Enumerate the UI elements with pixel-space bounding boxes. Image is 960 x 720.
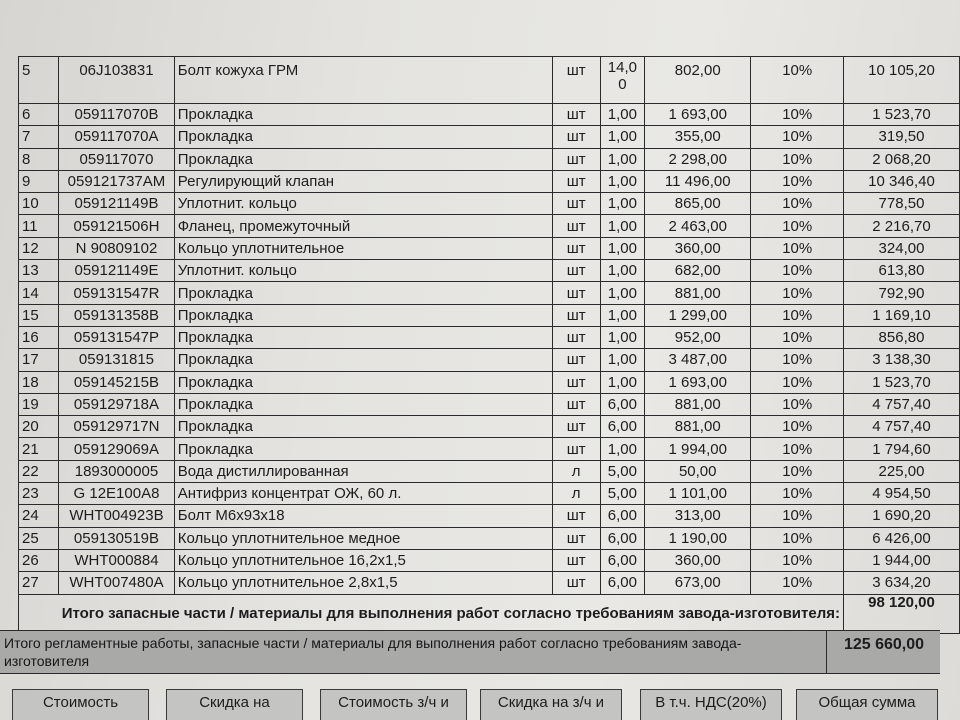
line-total: 792,90 — [844, 282, 960, 304]
quantity: 14,00 — [600, 57, 644, 104]
row-number: 23 — [19, 483, 59, 505]
unit-price: 2 298,00 — [644, 148, 751, 170]
part-name: Прокладка — [174, 393, 552, 415]
part-code: 059130519B — [59, 527, 175, 549]
part-name: Вода дистиллированная — [174, 460, 552, 482]
part-code: N 90809102 — [59, 237, 175, 259]
vat-rate: 10% — [751, 460, 844, 482]
line-total: 2 216,70 — [844, 215, 960, 237]
quantity: 1,00 — [600, 260, 644, 282]
part-name: Антифриз концентрат ОЖ, 60 л. — [174, 483, 552, 505]
unit: шт — [552, 505, 600, 527]
table-row — [19, 416, 960, 438]
table-row — [19, 527, 960, 549]
unit: шт — [552, 549, 600, 571]
quantity: 1,00 — [600, 237, 644, 259]
unit-price: 313,00 — [644, 505, 751, 527]
unit-price: 682,00 — [644, 260, 751, 282]
vat-rate: 10% — [751, 193, 844, 215]
unit-price: 360,00 — [644, 549, 751, 571]
part-name: Кольцо уплотнительное медное — [174, 527, 552, 549]
table-row — [19, 371, 960, 393]
unit-price: 355,00 — [644, 126, 751, 148]
quantity: 1,00 — [600, 326, 644, 348]
line-total: 4 954,50 — [844, 483, 960, 505]
parts-table-wrapper — [18, 56, 960, 634]
table-row — [19, 326, 960, 348]
line-total: 6 426,00 — [844, 527, 960, 549]
part-code: 059131815 — [59, 349, 175, 371]
table-row — [19, 483, 960, 505]
row-number: 15 — [19, 304, 59, 326]
part-code: 06J103831 — [59, 57, 175, 104]
table-row — [19, 104, 960, 126]
part-code: 059117070A — [59, 126, 175, 148]
row-number: 17 — [19, 349, 59, 371]
row-number: 7 — [19, 126, 59, 148]
part-name: Прокладка — [174, 126, 552, 148]
part-code: 059129069A — [59, 438, 175, 460]
part-code: 059121149B — [59, 193, 175, 215]
unit-price: 881,00 — [644, 416, 751, 438]
row-number: 27 — [19, 572, 59, 594]
part-name: Прокладка — [174, 438, 552, 460]
unit: шт — [552, 572, 600, 594]
unit-price: 50,00 — [644, 460, 751, 482]
unit: шт — [552, 349, 600, 371]
part-name: Прокладка — [174, 349, 552, 371]
part-code: 059131547P — [59, 326, 175, 348]
quantity: 1,00 — [600, 170, 644, 192]
line-total: 225,00 — [844, 460, 960, 482]
table-row — [19, 505, 960, 527]
table-row — [19, 349, 960, 371]
unit: шт — [552, 126, 600, 148]
quantity: 1,00 — [600, 193, 644, 215]
vat-rate: 10% — [751, 326, 844, 348]
footer-header-total-sum: Общая сумма — [796, 689, 938, 720]
quantity: 6,00 — [600, 572, 644, 594]
vat-rate: 10% — [751, 572, 844, 594]
quantity: 1,00 — [600, 126, 644, 148]
line-total: 2 068,20 — [844, 148, 960, 170]
unit: шт — [552, 215, 600, 237]
row-number: 22 — [19, 460, 59, 482]
line-total: 10 105,20 — [844, 57, 960, 104]
footer-header-parts-discount: Скидка на з/ч и — [480, 689, 622, 720]
unit: шт — [552, 527, 600, 549]
vat-rate: 10% — [751, 104, 844, 126]
quantity: 1,00 — [600, 304, 644, 326]
quantity: 1,00 — [600, 371, 644, 393]
subtotal-row — [19, 594, 960, 633]
unit-price: 11 496,00 — [644, 170, 751, 192]
row-number: 20 — [19, 416, 59, 438]
line-total: 1 169,10 — [844, 304, 960, 326]
vat-rate: 10% — [751, 170, 844, 192]
unit-price: 1 299,00 — [644, 304, 751, 326]
row-number: 16 — [19, 326, 59, 348]
row-number: 8 — [19, 148, 59, 170]
part-code: 059117070B — [59, 104, 175, 126]
part-code: 059131358B — [59, 304, 175, 326]
part-name: Прокладка — [174, 148, 552, 170]
vat-rate: 10% — [751, 148, 844, 170]
subtotal-spacer — [19, 594, 59, 633]
part-name: Уплотнит. кольцо — [174, 193, 552, 215]
grand-total-bar — [0, 630, 940, 674]
table-row — [19, 572, 960, 594]
line-total: 856,80 — [844, 326, 960, 348]
unit: л — [552, 483, 600, 505]
part-name: Кольцо уплотнительное 2,8х1,5 — [174, 572, 552, 594]
vat-rate: 10% — [751, 260, 844, 282]
parts-table-body — [19, 57, 960, 595]
quantity: 1,00 — [600, 215, 644, 237]
table-row — [19, 57, 960, 104]
line-total: 778,50 — [844, 193, 960, 215]
unit: шт — [552, 104, 600, 126]
table-row — [19, 304, 960, 326]
unit: шт — [552, 393, 600, 415]
footer-header-vat: В т.ч. НДС(20%) — [640, 689, 782, 720]
quantity: 5,00 — [600, 460, 644, 482]
table-row — [19, 260, 960, 282]
table-row — [19, 148, 960, 170]
vat-rate: 10% — [751, 126, 844, 148]
quantity: 6,00 — [600, 393, 644, 415]
vat-rate: 10% — [751, 393, 844, 415]
row-number: 10 — [19, 193, 59, 215]
row-number: 12 — [19, 237, 59, 259]
row-number: 13 — [19, 260, 59, 282]
part-name: Прокладка — [174, 371, 552, 393]
line-total: 1 523,70 — [844, 104, 960, 126]
quantity: 5,00 — [600, 483, 644, 505]
unit-price: 952,00 — [644, 326, 751, 348]
vat-rate: 10% — [751, 282, 844, 304]
vat-rate: 10% — [751, 215, 844, 237]
vat-rate: 10% — [751, 527, 844, 549]
unit: шт — [552, 148, 600, 170]
row-number: 24 — [19, 505, 59, 527]
vat-rate: 10% — [751, 304, 844, 326]
unit-price: 881,00 — [644, 282, 751, 304]
vat-rate: 10% — [751, 549, 844, 571]
unit: шт — [552, 260, 600, 282]
line-total: 3 634,20 — [844, 572, 960, 594]
unit: шт — [552, 326, 600, 348]
part-code: 059131547R — [59, 282, 175, 304]
part-name: Болт М6х93х18 — [174, 505, 552, 527]
footer-header-cost: Стоимость — [12, 689, 149, 720]
unit-price: 1 994,00 — [644, 438, 751, 460]
vat-rate: 10% — [751, 438, 844, 460]
unit-price: 802,00 — [644, 57, 751, 104]
unit: шт — [552, 237, 600, 259]
subtotal-value: 98 120,00 — [844, 594, 960, 633]
footer-header-discount: Скидка на — [166, 689, 303, 720]
unit: шт — [552, 304, 600, 326]
line-total: 1 690,20 — [844, 505, 960, 527]
row-number: 14 — [19, 282, 59, 304]
part-code: 059121737AM — [59, 170, 175, 192]
part-name: Прокладка — [174, 104, 552, 126]
table-row — [19, 237, 960, 259]
vat-rate: 10% — [751, 416, 844, 438]
line-total: 1 794,60 — [844, 438, 960, 460]
table-row — [19, 282, 960, 304]
quantity: 1,00 — [600, 438, 644, 460]
unit: л — [552, 460, 600, 482]
unit: шт — [552, 371, 600, 393]
table-row — [19, 460, 960, 482]
line-total: 3 138,30 — [844, 349, 960, 371]
vat-rate: 10% — [751, 505, 844, 527]
table-row — [19, 215, 960, 237]
part-code: 059129717N — [59, 416, 175, 438]
row-number: 11 — [19, 215, 59, 237]
line-total: 1 523,70 — [844, 371, 960, 393]
row-number: 6 — [19, 104, 59, 126]
part-code: 059129718A — [59, 393, 175, 415]
part-name: Уплотнит. кольцо — [174, 260, 552, 282]
parts-table — [18, 56, 960, 634]
unit: шт — [552, 416, 600, 438]
unit-price: 3 487,00 — [644, 349, 751, 371]
quantity: 1,00 — [600, 349, 644, 371]
unit-price: 2 463,00 — [644, 215, 751, 237]
unit-price: 1 693,00 — [644, 104, 751, 126]
row-number: 21 — [19, 438, 59, 460]
part-name: Кольцо уплотнительное — [174, 237, 552, 259]
part-name: Прокладка — [174, 326, 552, 348]
table-row — [19, 126, 960, 148]
footer-header-parts-cost: Стоимость з/ч и — [320, 689, 467, 720]
unit-price: 881,00 — [644, 393, 751, 415]
part-code: 059117070 — [59, 148, 175, 170]
vat-rate: 10% — [751, 57, 844, 104]
part-name: Прокладка — [174, 416, 552, 438]
unit: шт — [552, 438, 600, 460]
unit: шт — [552, 193, 600, 215]
table-row — [19, 393, 960, 415]
line-total: 4 757,40 — [844, 416, 960, 438]
quantity: 1,00 — [600, 148, 644, 170]
quantity: 6,00 — [600, 527, 644, 549]
quantity: 6,00 — [600, 549, 644, 571]
row-number: 19 — [19, 393, 59, 415]
line-total: 613,80 — [844, 260, 960, 282]
vat-rate: 10% — [751, 483, 844, 505]
vat-rate: 10% — [751, 371, 844, 393]
quantity: 1,00 — [600, 282, 644, 304]
row-number: 26 — [19, 549, 59, 571]
quantity: 6,00 — [600, 416, 644, 438]
part-code: WHT007480A — [59, 572, 175, 594]
part-code: 059145215B — [59, 371, 175, 393]
line-total: 1 944,00 — [844, 549, 960, 571]
row-number: 25 — [19, 527, 59, 549]
quantity: 6,00 — [600, 505, 644, 527]
row-number: 5 — [19, 57, 59, 104]
table-row — [19, 549, 960, 571]
subtotal-label: Итого запасные части / материалы для выполнения работ согласно требованиям завода-изготовителя: — [59, 594, 844, 633]
part-name: Регулирующий клапан — [174, 170, 552, 192]
table-row — [19, 170, 960, 192]
vat-rate: 10% — [751, 349, 844, 371]
quantity: 1,00 — [600, 104, 644, 126]
row-number: 9 — [19, 170, 59, 192]
unit-price: 1 693,00 — [644, 371, 751, 393]
part-name: Фланец, промежуточный — [174, 215, 552, 237]
table-row — [19, 438, 960, 460]
line-total: 10 346,40 — [844, 170, 960, 192]
unit: шт — [552, 170, 600, 192]
part-code: WHT004923B — [59, 505, 175, 527]
unit-price: 673,00 — [644, 572, 751, 594]
vat-rate: 10% — [751, 237, 844, 259]
part-name: Болт кожуха ГРМ — [174, 57, 552, 104]
unit-price: 1 101,00 — [644, 483, 751, 505]
grand-total-value: 125 660,00 — [826, 631, 941, 673]
unit-price: 1 190,00 — [644, 527, 751, 549]
table-row — [19, 193, 960, 215]
part-name: Прокладка — [174, 282, 552, 304]
part-code: 059121506H — [59, 215, 175, 237]
part-name: Прокладка — [174, 304, 552, 326]
part-code: G 12E100A8 — [59, 483, 175, 505]
line-total: 324,00 — [844, 237, 960, 259]
unit-price: 865,00 — [644, 193, 751, 215]
part-name: Кольцо уплотнительное 16,2х1,5 — [174, 549, 552, 571]
part-code: 1893000005 — [59, 460, 175, 482]
unit: шт — [552, 282, 600, 304]
line-total: 319,50 — [844, 126, 960, 148]
unit: шт — [552, 57, 600, 104]
part-code: 059121149E — [59, 260, 175, 282]
part-code: WHT000884 — [59, 549, 175, 571]
unit-price: 360,00 — [644, 237, 751, 259]
line-total: 4 757,40 — [844, 393, 960, 415]
grand-total-label: Итого регламентные работы, запасные части / материалы для выполнения работ согласно требованиям завода-изготовителя — [4, 635, 742, 669]
row-number: 18 — [19, 371, 59, 393]
